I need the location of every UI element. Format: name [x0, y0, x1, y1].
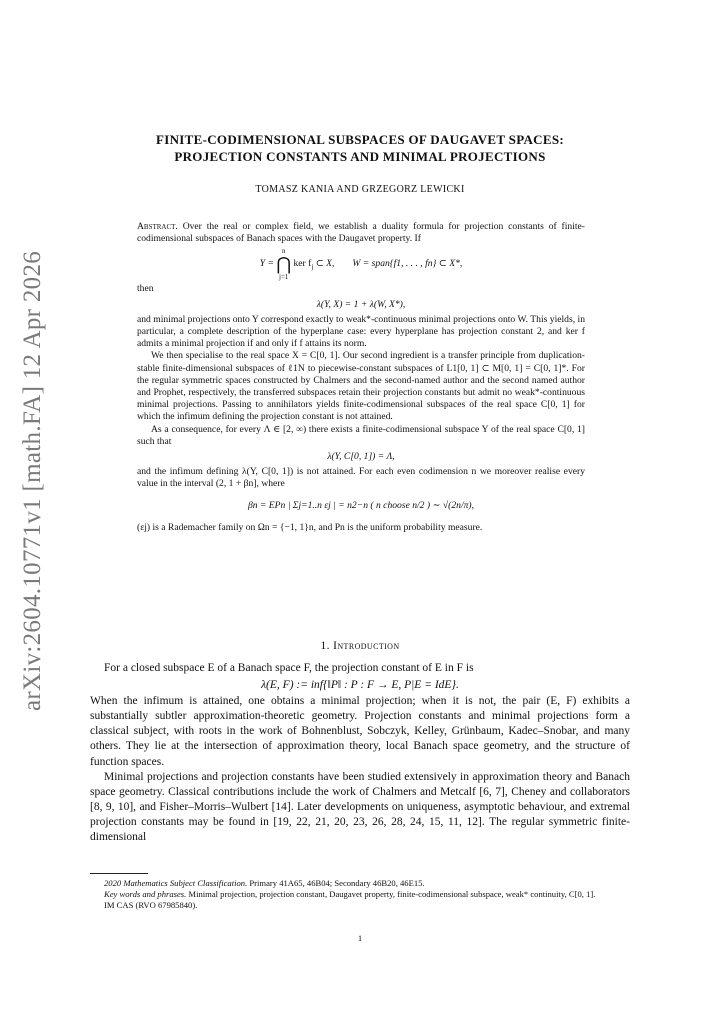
footnote-msc: [90, 878, 630, 889]
abstract-equation-4: βn = EPn | Σj=1..n εj | = n2−n ( n choose n/2 ) ∼ √(2n/π),: [247, 499, 475, 511]
title-line-2: PROJECTION CONSTANTS AND MINIMAL PROJECTIONS: [174, 149, 546, 164]
msc-text: Primary 41A65, 46B04; Secondary 46B20, 46E15.: [247, 878, 425, 888]
authors: TOMASZ KANIA AND GRZEGORZ LEWICKI: [255, 184, 465, 195]
body-paragraph-2: When the infimum is attained, one obtains a minimal projection; when it is not, the pair (E, F) exhibits a substantially subtler approximation-theoretic geometry. Projection constants and minimal projections form a classical subject, with roots in the work of Bohnenblust, Sobczyk, Kelley, Grünbaum, Kadec–Snobar, and many others. They lie at the intersection of approximation theory, local Banach space geometry, and the structure of function spaces.: [90, 695, 630, 768]
body-paragraph-3: Minimal projections and projection constants have been studied extensively in approximation theory and Banach space geometry. Classical contributions include the work of Chalmers and Metcalf [6, 7], Cheney and collaborators [8, 9, 10], and Fisher–Morris–Wulbert [14]. Later developments on uniqueness, asymptotic behaviour, and extremal projection constants may be found in [19, 22, 21, 20, 23, 26, 28, 24, 15, 11, 12]. The regular symmetric finite-dimensional: [90, 770, 630, 844]
abstract-label: Abstract.: [137, 221, 178, 232]
body-paragraph-1: For a closed subspace E of a Banach space F, the projection constant of E in F is: [104, 662, 474, 674]
eq1-bottom: j=1: [279, 273, 289, 282]
abstract-equation-1: [137, 245, 585, 283]
eq1-rest: ⊂ X,: [313, 258, 335, 270]
eq1-big-intersection: n ⋂ j=1: [276, 247, 292, 282]
arxiv-stamp-text: arXiv:2604.10771v1 [math.FA] 12 Apr 2026: [19, 250, 47, 712]
keywords-label: Key words and phrases.: [104, 889, 187, 900]
footnotes: [90, 878, 630, 911]
section-heading-introduction: 1. Introduction: [320, 640, 400, 652]
paper-title: [90, 131, 630, 165]
abstract-paragraph-6: (εj) is a Rademacher family on Ωn = {−1, 1}n, and Pn is the uniform probability measure.: [137, 521, 483, 533]
abstract-p1-text: Over the real or complex field, we establish a duality formula for projection constants of finite-codimensional subspaces of Banach spaces with the Daugavet property. If: [137, 221, 585, 245]
abstract-paragraph-2: and minimal projections onto Y correspond exactly to weak*-continuous minimal projections onto W. This yields, in particular, a complete description of the hyperplane case: every hyperplane has projection constant 2, and ker f admits a minimal projection if and only if f attains its norm.: [137, 313, 585, 350]
title-line-1: FINITE-CODIMENSIONAL SUBSPACES OF DAUGAVET SPACES:: [156, 132, 564, 147]
body-equation: λ(E, F) := inf{‖P‖ : P : F → E, P|E = IdE}.: [261, 679, 459, 692]
page-number: 1: [357, 933, 363, 943]
eq1-mid: ker f: [293, 258, 312, 270]
abstract-paragraph-4: As a consequence, for every Λ ∈ [2, ∞) there exists a finite-codimensional subspace Y of the real space C[0, 1] such that: [137, 423, 585, 447]
eq1-right: W = span{f1, . . . , fn} ⊂ X*,: [352, 258, 463, 270]
eq1-top: n: [281, 247, 286, 256]
eq1-sub: j: [311, 263, 314, 272]
footnote-keywords: [90, 889, 630, 900]
abstract-paragraph-5: and the infimum defining λ(Y, C[0, 1]) is not attained. For each even codimension n we moreover realise every value in the interval (2, 1 + βn], where: [137, 466, 585, 490]
body-text: [90, 661, 630, 845]
footnote-rule: [90, 873, 148, 874]
keywords-text: Minimal projection, projection constant, Daugavet property, finite-codimensional subspace, weak* continuity, C[0, 1].: [186, 889, 596, 900]
msc-label: 2020 Mathematics Subject Classification.: [104, 878, 248, 888]
abstract-then: then: [137, 283, 154, 295]
footnote-funding: IM CAS (RVO 67985840).: [104, 900, 198, 911]
abstract-equation-3: λ(Y, C[0, 1]) = Λ,: [327, 451, 395, 463]
abstract-equation-2: λ(Y, X) = 1 + λ(W, X*),: [316, 298, 406, 310]
arxiv-stamp: [12, 250, 54, 712]
abstract-paragraph-1: [137, 221, 585, 245]
eq1-left: Y =: [259, 258, 277, 270]
abstract-paragraph-3: We then specialise to the real space X = C[0, 1]. Our second ingredient is a transfer principle from duplication-stable finite-dimensional subspaces of ℓ1N to piecewise-constant subspaces of L1[0, 1] ⊂ M[0, 1] = C[0, 1]*. For the regular symmetric spaces constructed by Chalmers and the second-named author and the second named author and Prophet, respectively, the transferred subspaces retain their projection constants but admit no weak*-continuous minimal projections. Passing to annihilators yields finite-codimensional subspaces of the real space C[0, 1] for which the infimum defining the projection constant is not attained.: [137, 350, 585, 423]
abstract: [137, 221, 585, 534]
